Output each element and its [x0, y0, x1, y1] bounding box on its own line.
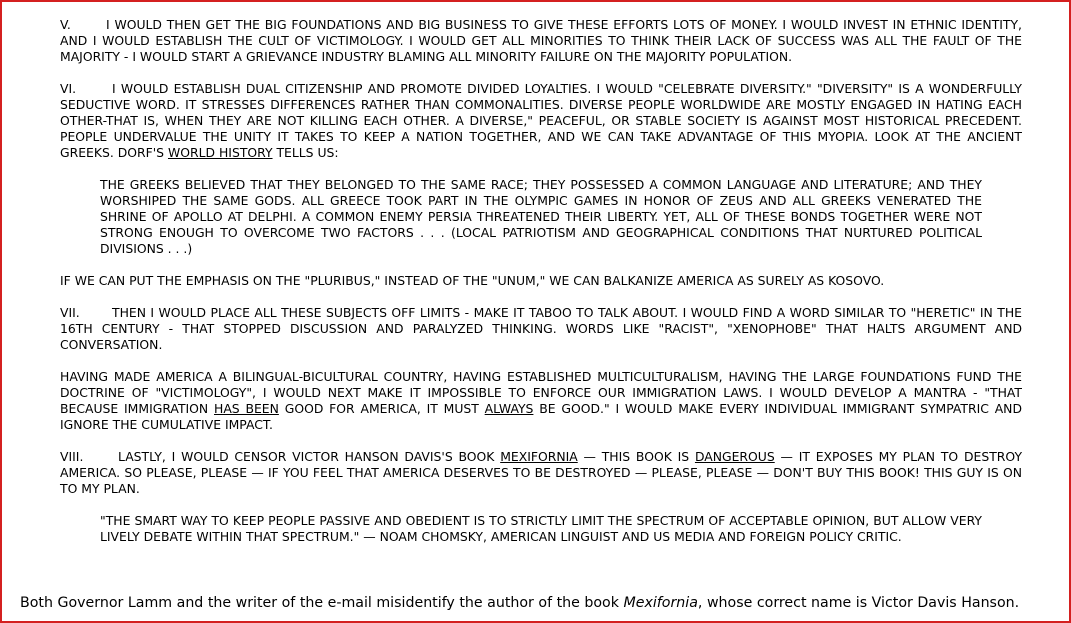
caption-text: , whose correct name is Victor Davis Hanson.	[697, 595, 1020, 611]
section-text-tail: TELLS US:	[272, 145, 339, 160]
section-number: VIII.	[60, 449, 84, 464]
section-text: — THIS BOOK IS	[577, 449, 695, 464]
paragraph-text: BE GOOD." I WOULD MAKE EVERY INDIVIDUAL IMMIGRANT SYMPATRIC AND IGNORE THE CUMULATIVE IMPACT.	[60, 401, 1022, 432]
section-number: VII.	[60, 305, 80, 320]
section-text: THEN I WOULD PLACE ALL THESE SUBJECTS OFF LIMITS - MAKE IT TABOO TO TALK ABOUT. I WOULD FIND A WORD SIMILAR TO "HERETIC" IN THE 16TH CENTURY - THAT STOPPED DISCUSSION AND PARALYZED THINKING. WORDS LIKE "RACIST", "XENOPHOBE" THAT HALTS ARGUMENT AND CONVERSATION.	[60, 305, 1022, 352]
paragraph-text: GOOD FOR AMERICA, IT MUST	[278, 401, 485, 416]
greeks-block-quote: THE GREEKS BELIEVED THAT THEY BELONGED TO THE SAME RACE; THEY POSSESSED A COMMON LANGUAGE AND LITERATURE; AND THEY WORSHIPED THE SAME GODS. ALL GREECE TOOK PART IN THE OLYMPIC GAMES IN HONOR OF ZEUS AND ALL GREEKS VENERATED THE SHRINE OF APOLLO AT DELPHI. A COMMON ENEMY PERSIA THREATENED THEIR LIBERTY. YET, ALL OF THESE BONDS TOGETHER WERE NOT STRONG ENOUGH TO OVERCOME TWO FACTORS . . . (LOCAL PATRIOTISM AND GEOGRAPHICAL CONDITIONS THAT NURTURED POLITICAL DIVISIONS . . .)	[100, 177, 982, 256]
section-number: VI.	[60, 81, 77, 96]
world-history-title: WORLD HISTORY	[167, 145, 273, 160]
paragraph-text: HAVING MADE AMERICA A BILINGUAL-BICULTURAL COUNTRY, HAVING ESTABLISHED MULTICULTURALISM, HAVING THE LARGE FOUNDATIONS FUND THE DOCTRINE OF "VICTIMOLOGY", I WOULD NEXT MAKE IT IMPOSSIBLE TO ENFORCE OUR IMMIGRATION LAWS. I WOULD DEVELOP A MANTRA - "THAT BECAUSE IMMIGRATION	[60, 369, 1022, 416]
section-v	[60, 17, 1022, 65]
section-text: I WOULD THEN GET THE BIG FOUNDATIONS AND BIG BUSINESS TO GIVE THESE EFFORTS LOTS OF MONEY. I WOULD INVEST IN ETHNIC IDENTITY, AND I WOULD ESTABLISH THE CULT OF VICTIMOLOGY. I WOULD GET ALL MINORITIES TO THINK THEIR LACK OF SUCCESS WAS ALL THE FAULT OF THE MAJORITY - I WOULD START A GRIEVANCE INDUSTRY BLAMING ALL MINORITY FAILURE ON THE MAJORITY POPULATION.	[60, 17, 1022, 64]
section-vi	[60, 81, 1022, 161]
section-text: — IT EXPOSES MY PLAN TO DESTROY AMERICA. SO PLEASE, PLEASE — IF YOU FEEL THAT AMERICA DESERVES TO BE DESTROYED — PLEASE, PLEASE — DON'T BUY THIS BOOK! THIS GUY IS ON TO MY PLAN.	[60, 449, 1023, 496]
email-excerpt	[60, 17, 1022, 561]
caption-text: Both Governor Lamm and the writer of the e-mail misidentify the author of the book	[20, 595, 624, 611]
caption-note	[20, 594, 1060, 612]
mexifornia-title: MEXIFORNIA	[500, 449, 578, 464]
pluribus-paragraph: IF WE CAN PUT THE EMPHASIS ON THE "PLURIBUS," INSTEAD OF THE "UNUM," WE CAN BALKANIZE AMERICA AS SURELY AS KOSOVO.	[60, 273, 885, 288]
always-emphasis: ALWAYS	[484, 401, 534, 416]
dangerous-emphasis: DANGEROUS	[694, 449, 775, 464]
section-text: I WOULD ESTABLISH DUAL CITIZENSHIP AND PROMOTE DIVIDED LOYALTIES. I WOULD "CELEBRATE DIVERSITY." "DIVERSITY" IS A WONDERFULLY SEDUCTIVE WORD. IT STRESSES DIFFERENCES RATHER THAN COMMONALITIES. DIVERSE PEOPLE WORLDWIDE ARE MOSTLY ENGAGED IN HATING EACH OTHER-THAT IS, WHEN THEY ARE NOT KILLING EACH OTHER. A DIVERSE," PEACEFUL, OR STABLE SOCIETY IS AGAINST MOST HISTORICAL PRECEDENT. PEOPLE UNDERVALUE THE UNITY IT TAKES TO KEEP A NATION TOGETHER, AND WE CAN TAKE ADVANTAGE OF THIS MYOPIA. LOOK AT THE ANCIENT GREEKS. DORF'S	[60, 81, 1022, 160]
section-number: V.	[60, 17, 71, 32]
section-vii	[60, 305, 1022, 353]
section-text: LASTLY, I WOULD CENSOR VICTOR HANSON DAVIS'S BOOK	[118, 449, 501, 464]
chomsky-block-quote: "THE SMART WAY TO KEEP PEOPLE PASSIVE AND OBEDIENT IS TO STRICTLY LIMIT THE SPECTRUM OF ACCEPTABLE OPINION, BUT ALLOW VERY LIVELY DEBATE WITHIN THAT SPECTRUM." — NOAM CHOMSKY, AMERICAN LINGUIST AND US MEDIA AND FOREIGN POLICY CRITIC.	[100, 513, 982, 544]
has-been-emphasis: HAS BEEN	[214, 401, 279, 416]
book-title: Mexifornia	[623, 595, 698, 611]
section-viii	[60, 449, 1022, 497]
bilingual-paragraph	[60, 369, 1022, 433]
